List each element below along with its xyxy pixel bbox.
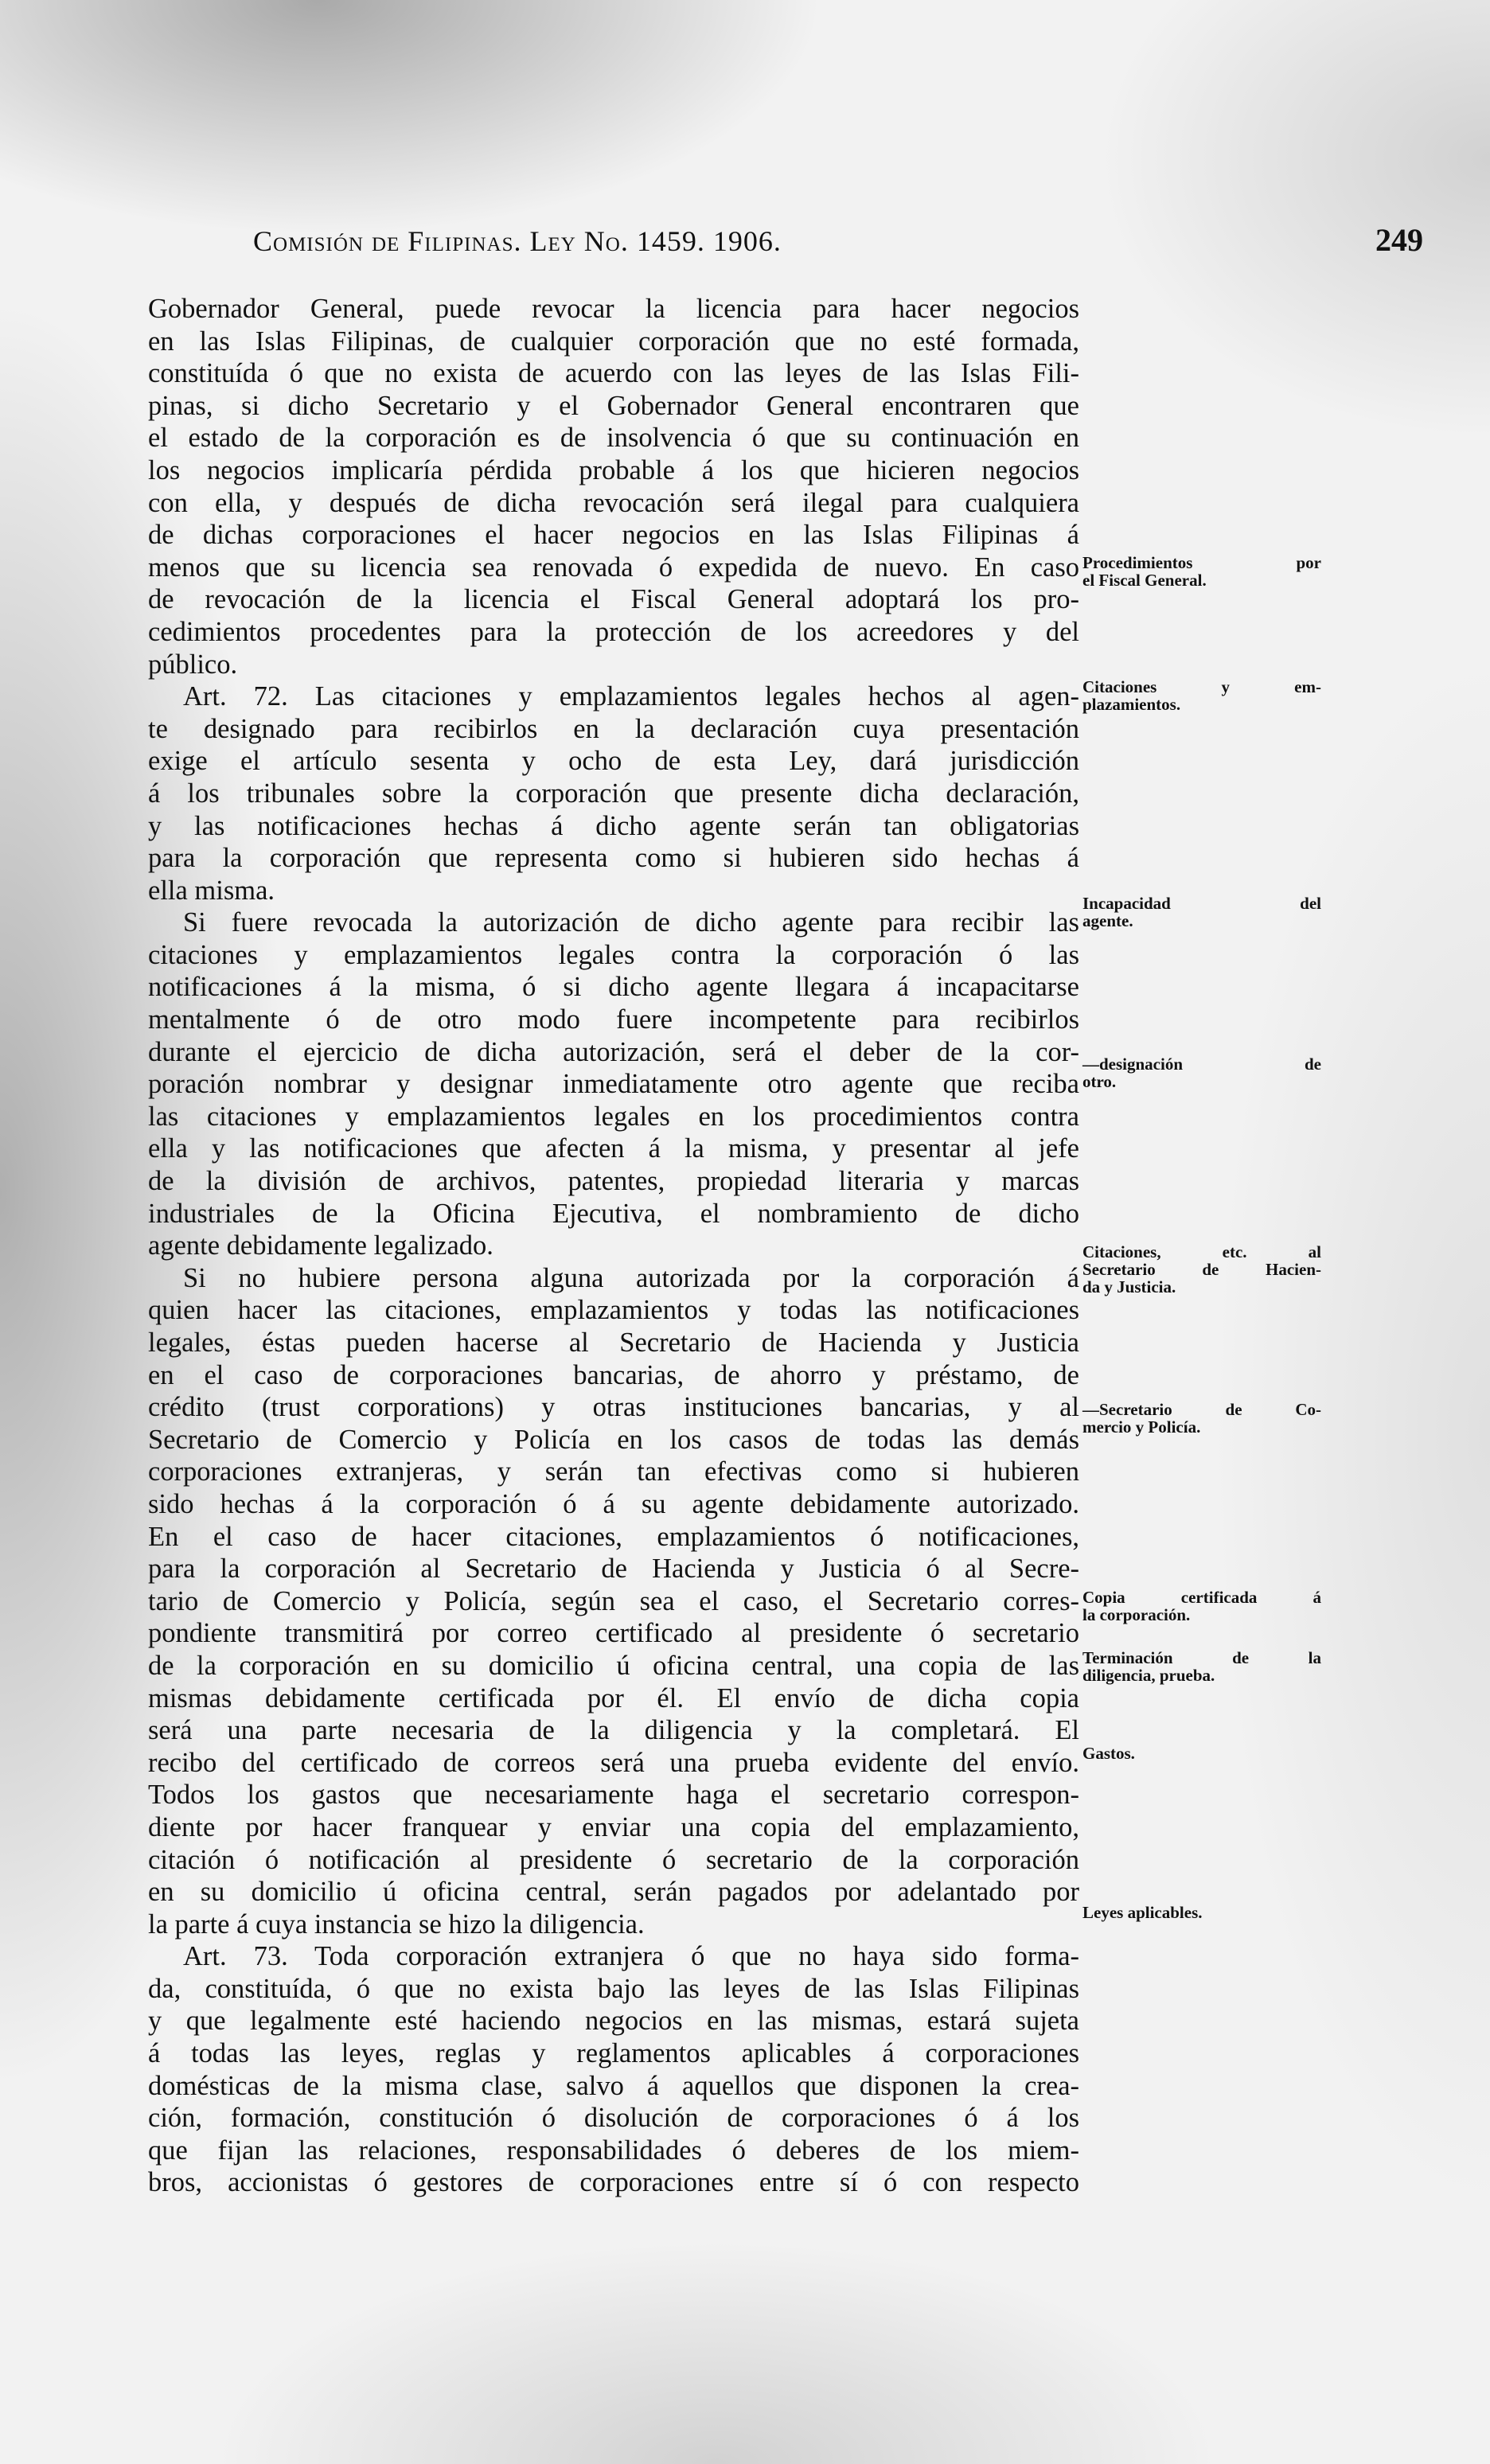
margin-note	[1082, 678, 1321, 713]
text-line: con ella, y después de dicha revocación será ilegal para cualquiera	[148, 487, 1079, 518]
text-line: ción, formación, constitución ó disolución de corporaciones ó á los	[148, 2103, 1079, 2134]
text-line: quien hacer las citaciones, emplazamientos y todas las notificaciones	[148, 1295, 1079, 1326]
text-line: diente por hacer franquear y enviar una copia del emplazamiento,	[148, 1811, 1079, 1842]
margin-note	[1082, 1589, 1321, 1624]
text-line: para la corporación al Secretario de Hacienda y Justicia ó al Secre-	[148, 1554, 1079, 1585]
text-line: sido hechas á la corporación ó á su agente debidamente autorizado.	[148, 1488, 1079, 1519]
text-line: citación ó notificación al presidente ó secretario de la corporación	[148, 1844, 1079, 1875]
text-line: corporaciones extranjeras, y serán tan efectivas como si hubieren	[148, 1456, 1079, 1487]
text-line: para la corporación que representa como si hubieren sido hechas á	[148, 843, 1079, 874]
text-line: á todas las leyes, reglas y reglamentos aplicables á corporaciones	[148, 2038, 1079, 2069]
text-line: de la división de archivos, patentes, propiedad literaria y marcas	[148, 1166, 1079, 1197]
text-line: recibo del certificado de correos será una prueba evidente del envío.	[148, 1747, 1079, 1778]
margin-note	[1082, 1904, 1321, 1921]
text-line: de la corporación en su domicilio ú oficina central, una copia de las	[148, 1650, 1079, 1681]
text-line: legales, éstas pueden hacerse al Secretario de Hacienda y Justicia	[148, 1328, 1079, 1358]
text-line: las citaciones y emplazamientos legales en los procedimientos contra	[148, 1101, 1079, 1132]
text-line: el estado de la corporación es de insolvencia ó que su continuación en	[148, 423, 1079, 454]
text-line: los negocios implicaría pérdida probable á los que hicieren negocios	[148, 454, 1079, 485]
text-line: pondiente transmitirá por correo certificado al presidente ó secretario	[148, 1618, 1079, 1649]
margin-note-line: Copia certificada á	[1082, 1588, 1321, 1607]
text-line: notificaciones á la misma, ó si dicho agente llegara á incapacitarse	[148, 972, 1079, 1003]
text-line: será una parte necesaria de la diligencia y la completará. El	[148, 1715, 1079, 1746]
running-header	[253, 224, 1423, 261]
text-line: pinas, si dicho Secretario y el Gobernador General encontraren que	[148, 390, 1079, 421]
margin-note-line: la corporación.	[1082, 1605, 1191, 1624]
text-line: citaciones y emplazamientos legales contra la corporación ó las	[148, 939, 1079, 970]
text-line: público.	[148, 649, 238, 680]
text-line: tario de Comercio y Policía, según sea el caso, el Secretario corres-	[148, 1585, 1079, 1616]
margin-note-line: —Secretario de Co-	[1082, 1400, 1321, 1419]
article-72-start: Art. 72. Las citaciones y emplazamientos legales hechos al agen-	[183, 681, 1079, 712]
text-line: mentalmente ó de otro modo fuere incompetente para recibirlos	[148, 1004, 1079, 1035]
text-line: á los tribunales sobre la corporación que presente dicha declaración,	[148, 778, 1079, 809]
margin-note-line: Incapacidad del	[1082, 894, 1321, 913]
margin-note-line: mercio y Policía.	[1082, 1417, 1201, 1437]
text-line: Secretario de Comercio y Policía en los casos de todas las demás	[148, 1424, 1079, 1455]
margin-note-line: Citaciones, etc. al	[1082, 1242, 1321, 1261]
margin-note-line: diligencia, prueba.	[1082, 1666, 1215, 1685]
margin-note-line: otro.	[1082, 1072, 1117, 1091]
text-line: agente debidamente legalizado.	[148, 1230, 493, 1261]
text-line: Todos los gastos que necesariamente haga el secretario correspon-	[148, 1780, 1079, 1811]
margin-note-line: Leyes aplicables.	[1082, 1903, 1203, 1922]
text-line: y las notificaciones hechas á dicho agente serán tan obligatorias	[148, 810, 1079, 841]
text-line: industriales de la Oficina Ejecutiva, el nombramiento de dicho	[148, 1198, 1079, 1229]
paragraph-start: Si fuere revocada la autorización de dicho agente para recibir las	[183, 907, 1079, 938]
text-line: Gobernador General, puede revocar la licencia para hacer negocios	[148, 294, 1079, 324]
text-line: constituída ó que no exista de acuerdo con las leyes de las Islas Fili-	[148, 358, 1079, 389]
text-line: te designado para recibirlos en la declaración cuya presentación	[148, 713, 1079, 744]
text-line: da, constituída, ó que no exista bajo las leyes de las Islas Filipinas	[148, 1973, 1079, 2004]
margin-note-line: —designación de	[1082, 1055, 1321, 1074]
margin-note	[1082, 1745, 1321, 1762]
margin-note-line: Citaciones y em-	[1082, 677, 1321, 696]
text-line: domésticas de la misma clase, salvo á aquellos que disponen la crea-	[148, 2070, 1079, 2101]
text-line: ella misma.	[148, 875, 275, 906]
text-line: En el caso de hacer citaciones, emplazamientos ó notificaciones,	[148, 1521, 1079, 1552]
text-line: en las Islas Filipinas, de cualquier corporación que no esté formada,	[148, 326, 1079, 357]
article-73-start: Art. 73. Toda corporación extranjera ó que no haya sido forma-	[183, 1941, 1079, 1972]
text-line: que fijan las relaciones, responsabilidades ó deberes de los miem-	[148, 2135, 1079, 2166]
paragraph-start: Si no hubiere persona alguna autorizada por la corporación á	[183, 1262, 1079, 1293]
text-line: cedimientos procedentes para la protección de los acreedores y del	[148, 616, 1079, 647]
text-line: en su domicilio ú oficina central, serán pagados por adelantado por	[148, 1877, 1079, 1908]
margin-note-line: Procedimientos por	[1082, 553, 1321, 572]
running-head-title: Comisión de Filipinas. Ley No. 1459. 1906.	[253, 225, 782, 257]
text-line: ella y las notificaciones que afecten á la misma, y presentar al jefe	[148, 1133, 1079, 1164]
margin-note	[1082, 895, 1321, 930]
page-number: 249	[1375, 222, 1423, 258]
text-line: la parte á cuya instancia se hizo la diligencia.	[148, 1908, 645, 1940]
body-text	[148, 293, 1079, 2199]
text-line: crédito (trust corporations) y otras instituciones bancarias, y al	[148, 1392, 1079, 1423]
margin-note-line: da y Justicia.	[1082, 1277, 1176, 1296]
margin-note-line: el Fiscal General.	[1082, 571, 1207, 590]
text-line: de revocación de la licencia el Fiscal General adoptará los pro-	[148, 584, 1079, 615]
text-line: exige el artículo sesenta y ocho de esta Ley, dará jurisdicción	[148, 746, 1079, 777]
text-line: menos que su licencia sea renovada ó expedida de nuevo. En caso	[148, 552, 1079, 583]
margin-note	[1082, 1055, 1321, 1090]
margin-note-line: Gastos.	[1082, 1744, 1135, 1763]
text-line: mismas debidamente certificada por él. El envío de dicha copia	[148, 1682, 1079, 1713]
margin-note	[1082, 1243, 1321, 1296]
text-line: bros, accionistas ó gestores de corporaciones entre sí ó con respecto	[148, 2167, 1079, 2198]
text-line: en el caso de corporaciones bancarias, de ahorro y préstamo, de	[148, 1359, 1079, 1390]
margin-note	[1082, 1649, 1321, 1684]
text-line: poración nombrar y designar inmediatamente otro agente que reciba	[148, 1069, 1079, 1100]
margin-note-line: Terminación de la	[1082, 1648, 1321, 1667]
margin-note-line: Secretario de Hacien-	[1082, 1260, 1321, 1279]
margin-note	[1082, 554, 1321, 589]
margin-note-line: plazamientos.	[1082, 695, 1181, 714]
text-line: durante el ejercicio de dicha autorización, será el deber de la cor-	[148, 1036, 1079, 1067]
text-line: de dichas corporaciones el hacer negocios en las Islas Filipinas á	[148, 520, 1079, 551]
margin-note	[1082, 1401, 1321, 1436]
margin-note-line: agente.	[1082, 911, 1133, 930]
text-line: y que legalmente esté haciendo negocios en las mismas, estará sujeta	[148, 2006, 1079, 2037]
